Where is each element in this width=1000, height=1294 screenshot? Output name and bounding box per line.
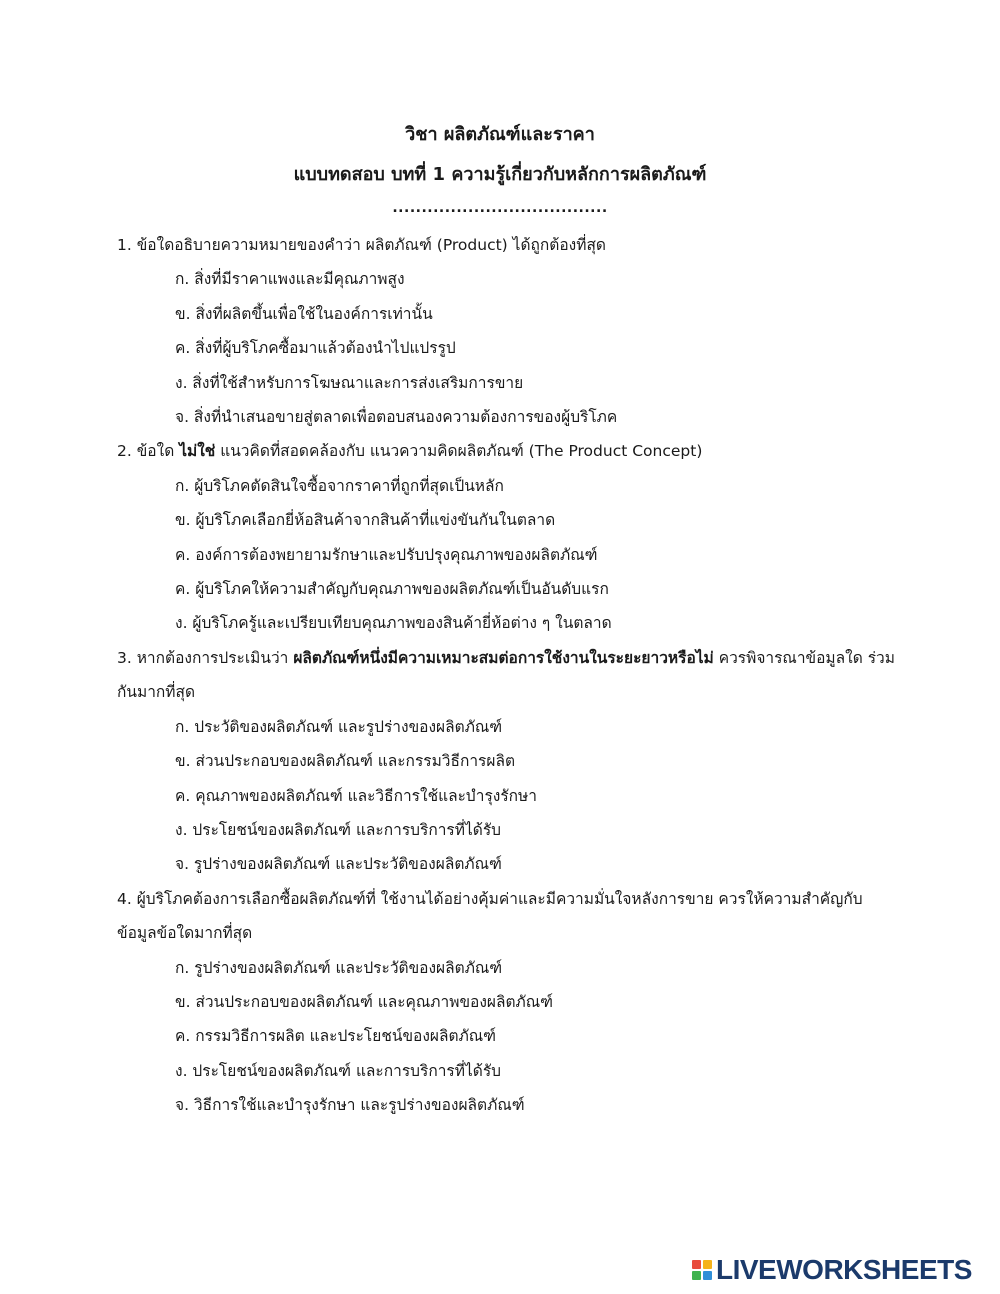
option-kho[interactable]: ข. ส่วนประกอบของผลิตภัณฑ์ และกรรมวิธีการผลิต [175,752,516,771]
question-list [117,228,897,1123]
question-1 [117,228,897,434]
title-divider: ..................................... [392,200,608,216]
emphasis-text: ผลิตภัณฑ์หนึ่งมีความเหมาะสมต่อการใช้งานในระยะยาวหรือไม่ [293,648,714,667]
option-ngo[interactable]: ง. ประโยชน์ของผลิตภัณฑ์ และการบริการที่ได้รับ [175,820,501,839]
option-cho[interactable]: จ. วิธีการใช้และบำรุงรักษา และรูปร่างของผลิตภัณฑ์ [175,1096,525,1115]
question-stem: 4. ผู้บริโภคต้องการเลือกซื้อผลิตภัณฑ์ที่ ใช้งานได้อย่างคุ้มค่าและมีความมั่นใจหลังการขาย ควรให้ความสำคัญกับข้อมูลข้อใดมากที่สุด [117,889,863,943]
subject-title: วิชา ผลิตภัณฑ์และราคา [405,124,595,145]
option-kho[interactable]: ข. ผู้บริโภคเลือกยี่ห้อสินค้าจากสินค้าที่แข่งขันกันในตลาด [175,511,556,530]
option-list [117,710,897,882]
question-stem: 2. ข้อใด ไม่ใช่ แนวคิดที่สอดคล้องกับ แนวความคิดผลิตภัณฑ์ (The Product Concept) [117,442,703,461]
option-kho-khwai[interactable]: ค. สิ่งที่ผู้บริโภคซื้อมาแล้วต้องนำไปแปรรูป [175,339,456,358]
option-cho[interactable]: จ. รูปร่างของผลิตภัณฑ์ และประวัติของผลิตภัณฑ์ [175,855,502,874]
liveworksheets-logo[interactable] [692,1255,992,1285]
logo-block-icon [703,1271,712,1280]
question-2 [117,434,897,640]
option-kho-khwai[interactable]: ค. คุณภาพของผลิตภัณฑ์ และวิธีการใช้และบำรุงรักษา [175,786,537,805]
logo-block-icon [703,1260,712,1269]
question-3 [117,641,897,882]
option-kho[interactable]: ข. ส่วนประกอบของผลิตภัณฑ์ และคุณภาพของผลิตภัณฑ์ [175,992,554,1011]
emphasis-text: ไม่ใช่ [179,442,216,461]
question-stem: 1. ข้อใดอธิบายความหมายของคำว่า ผลิตภัณฑ์ (Product) ได้ถูกต้องที่สุด [117,236,606,254]
option-kho-khwai-2[interactable]: ค. ผู้บริโภคให้ความสำคัญกับคุณภาพของผลิตภัณฑ์เป็นอันดับแรก [175,580,609,599]
option-list [117,469,897,641]
option-ko[interactable]: ก. สิ่งที่มีราคาแพงและมีคุณภาพสูง [175,270,405,289]
option-list [117,951,897,1123]
question-stem: 3. หากต้องการประเมินว่า ผลิตภัณฑ์หนึ่งมีความเหมาะสมต่อการใช้งานในระยะยาวหรือไม่ ควรพิจารณาข้อมูลใด ร่วมกันมากที่สุด [117,648,895,702]
option-ngo[interactable]: ง. ประโยชน์ของผลิตภัณฑ์ และการบริการที่ได้รับ [175,1061,501,1080]
option-ko[interactable]: ก. รูปร่างของผลิตภัณฑ์ และประวัติของผลิตภัณฑ์ [175,958,503,977]
logo-block-icon [692,1260,701,1269]
option-ko[interactable]: ก. ประวัติของผลิตภัณฑ์ และรูปร่างของผลิตภัณฑ์ [175,717,503,736]
option-list [117,262,897,434]
logo-blocks-icon [692,1260,712,1280]
test-title: แบบทดสอบ บทที่ 1 ความรู้เกี่ยวกับหลักการผลิตภัณฑ์ [293,164,707,185]
option-kho-khwai[interactable]: ค. องค์การต้องพยายามรักษาและปรับปรุงคุณภาพของผลิตภัณฑ์ [175,545,598,564]
option-ngo[interactable]: ง. ผู้บริโภครู้และเปรียบเทียบคุณภาพของสินค้ายี่ห้อต่าง ๆ ในตลาด [175,614,612,633]
option-ngo[interactable]: ง. สิ่งที่ใช้สำหรับการโฆษณาและการส่งเสริมการขาย [175,373,524,392]
option-cho[interactable]: จ. สิ่งที่นำเสนอขายสู่ตลาดเพื่อตอบสนองความต้องการของผู้บริโภค [175,408,618,427]
option-kho[interactable]: ข. สิ่งที่ผลิตขึ้นเพื่อใช้ในองค์การเท่านั้น [175,304,433,323]
logo-block-icon [692,1271,701,1280]
question-4 [117,882,897,1123]
option-ko[interactable]: ก. ผู้บริโภคตัดสินใจซื้อจากราคาที่ถูกที่สุดเป็นหลัก [175,476,504,495]
logo-text: LIVEWORKSHEETS [716,1254,972,1285]
option-kho-khwai[interactable]: ค. กรรมวิธีการผลิต และประโยชน์ของผลิตภัณฑ์ [175,1027,497,1046]
